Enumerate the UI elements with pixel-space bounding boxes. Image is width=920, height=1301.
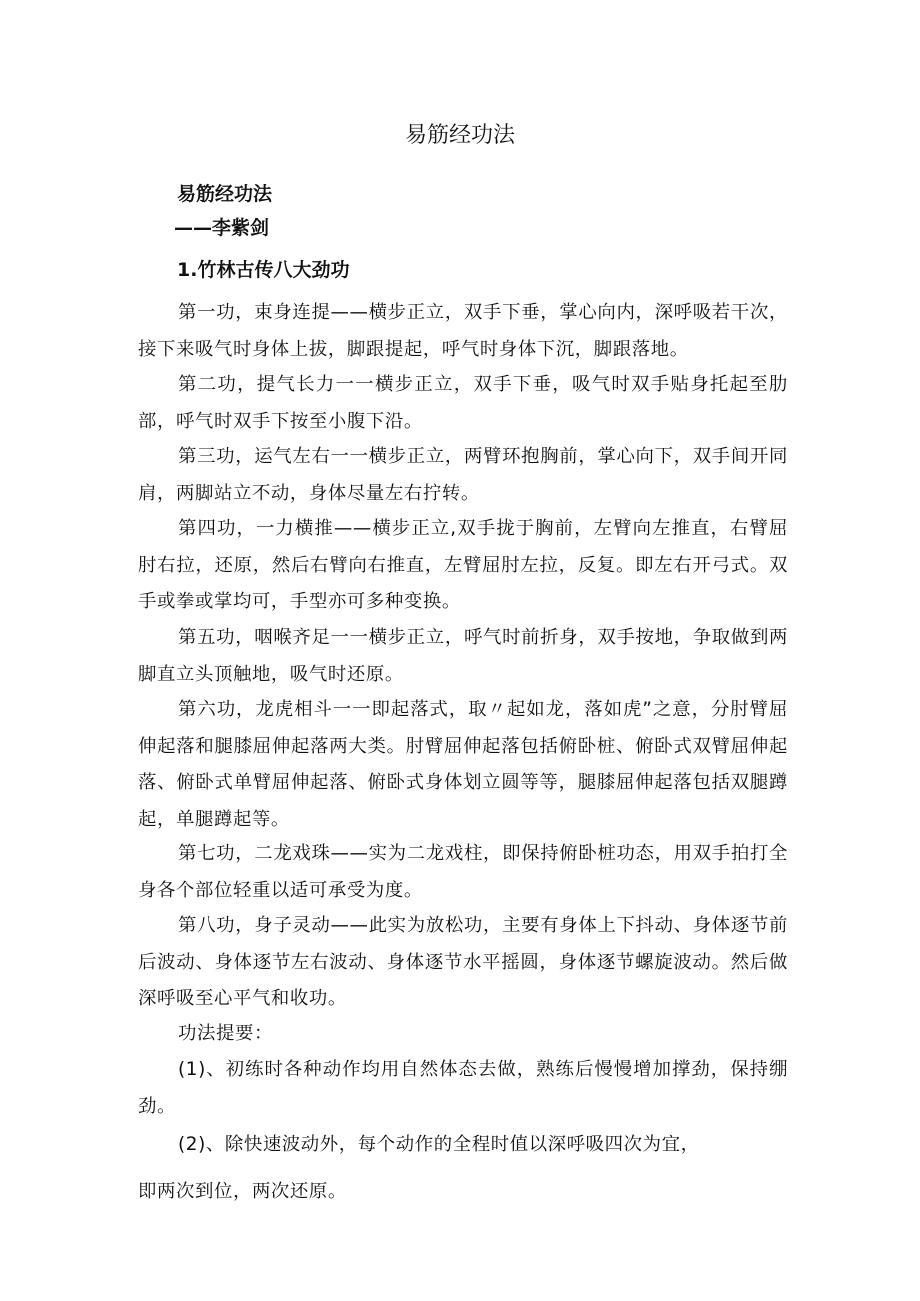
author-line: ——李紫剑 [174,217,270,239]
paragraph-text: (2)、除快速波动外，每个动作的全程时值以深呼吸四次为宜， [178,1134,700,1155]
document-title: 易筋经功法 [404,123,515,148]
paragraph-text: 第六功，龙虎相斗一一即起落式，取〃起如龙，落如虎”之意，分肘臂屈伸起落和腿膝屈伸起落两大类。肘臂屈伸起落包括俯卧桩、俯卧式双臂屈伸起落、俯卧式单臂屈伸起落、俯卧式身体划立圆等等，腿膝屈伸起落包括双腿蹲起，单腿蹲起等。 [138,699,788,830]
paragraph-text: 功法提要： [178,1023,273,1044]
paragraph-10 [138,1052,788,1125]
paragraph-1 [138,295,788,368]
paragraph-text: 第七功，二龙戏珠——实为二龙戏柱，即保持俯卧桩功态，用双手拍打全身各个部位轻重以适可承受为度。 [138,843,788,901]
paragraph-5 [138,620,788,693]
paragraph-3 [138,439,788,512]
paragraph-11 [138,1127,788,1164]
paragraph-text: 第二功，提气长力一一横步正立，双手下垂，吸气时双手贴身托起至肋部，呼气时双手下按至小腹下沿。 [138,374,788,432]
paragraph-4 [138,511,788,621]
paragraph-12 [138,1174,788,1211]
paragraph-text: 第一功，束身连提——横步正立，双手下垂，掌心向内，深呼吸若干次，接下来吸气时身体上拔，脚跟提起，呼气时身体下沉，脚跟落地。 [138,302,788,360]
paragraph-text: 第四功，一力横推——横步正立,双手拢于胸前，左臂向左推直，右臂屈肘右拉，还原，然后右臂向右推直，左臂屈肘左拉，反复。即左右开弓式。双手或拳或掌均可，手型亦可多种变换。 [138,518,788,612]
paragraph-8 [138,908,788,1018]
paragraph-6 [138,692,788,838]
paragraph-2 [138,367,788,440]
paragraph-text: 第三功，运气左右一一横步正立，两臂环抱胸前，掌心向下，双手间开同肩，两脚站立不动，身体尽量左右拧转。 [138,446,788,504]
paragraph-7 [138,836,788,909]
paragraph-text: 第八功，身子灵动——此实为放松功，主要有身体上下抖动、身体逐节前后波动、身体逐节左右波动、身体逐节水平摇圆，身体逐节螺旋波动。然后做深呼吸至心平气和收功。 [138,915,788,1009]
paragraph-text: 即两次到位，两次还原。 [138,1181,347,1202]
section-title: 1.竹林古传八大劲功 [177,259,350,281]
paragraph-text: (1)、初练时各种动作均用自然体态去做，熟练后慢慢增加撑劲，保持绷劲。 [138,1059,788,1117]
paragraph-9 [138,1016,788,1053]
paragraph-text: 第五功，咽喉齐足一一横步正立，呼气时前折身，双手按地，争取做到两脚直立头顶触地，吸气时还原。 [138,627,788,685]
article-heading: 易筋经功法 [177,183,273,205]
